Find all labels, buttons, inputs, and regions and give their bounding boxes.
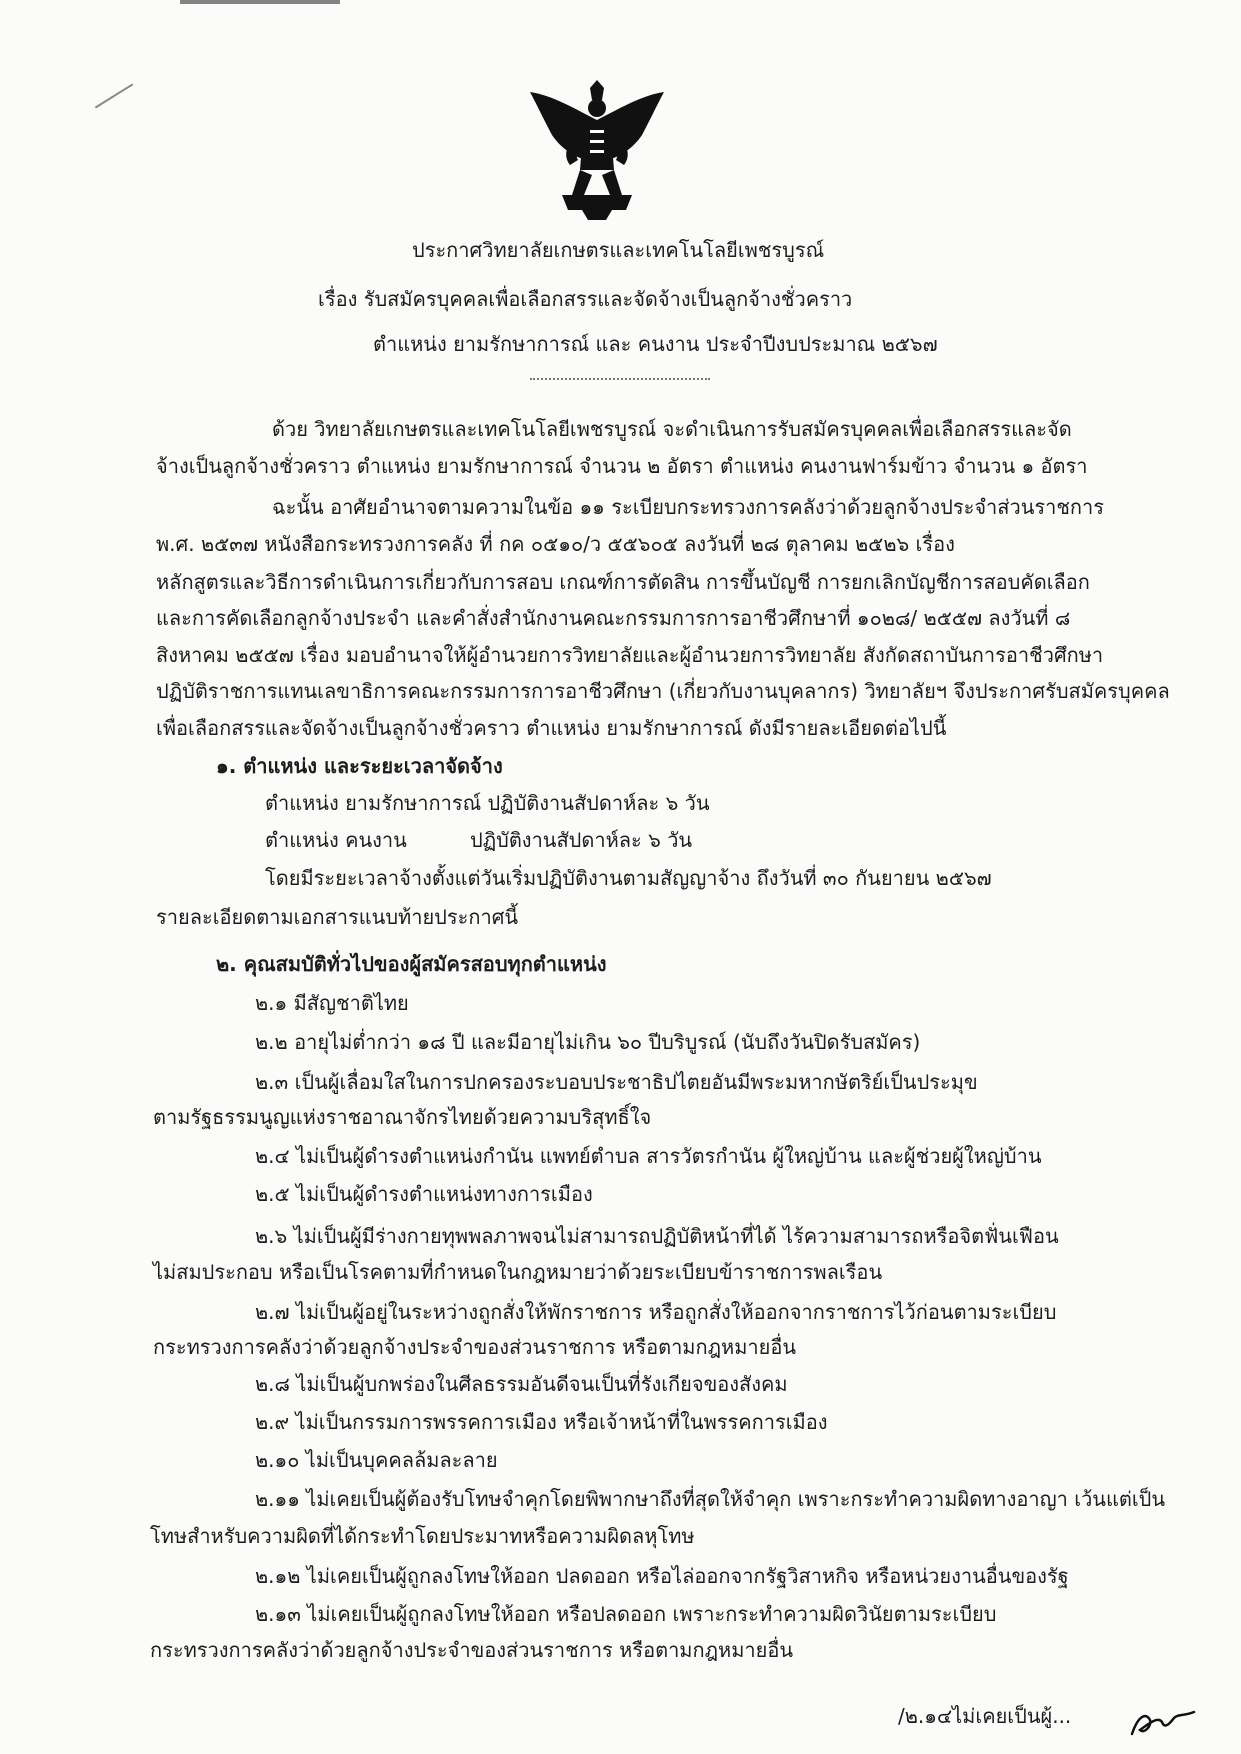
continuation-note: /๒.๑๔ไม่เคยเป็นผู้... — [898, 1704, 1072, 1728]
qualification-item: ๒.๗ ไม่เป็นผู้อยู่ในระหว่างถูกสั่งให้พักราชการ หรือถูกสั่งให้ออกจากราชการไว้ก่อนตามระเบียบ — [255, 1300, 1057, 1324]
qualification-item: ๒.๓ เป็นผู้เลื่อมใสในการปกครองระบอบประชาธิปไตยอันมีพระมหากษัตริย์เป็นประมุข — [255, 1070, 978, 1094]
intro-line: สิงหาคม ๒๕๕๗ เรื่อง มอบอำนาจให้ผู้อำนวยการวิทยาลัยและผู้อำนวยการวิทยาลัย สังกัดสถาบันการอาชีวศึกษา — [156, 643, 1104, 667]
section-1-heading: ๑. ตำแหน่ง และระยะเวลาจัดจ้าง — [216, 754, 503, 778]
qualification-item: ๒.๘ ไม่เป็นผู้บกพร่องในศีลธรรมอันดีจนเป็นที่รังเกียจของสังคม — [255, 1372, 788, 1396]
qualification-item: ๒.๑๐ ไม่เป็นบุคคลล้มละลาย — [255, 1448, 498, 1472]
announcement-subject: เรื่อง รับสมัครบุคคลเพื่อเลือกสรรและจัดจ้างเป็นลูกจ้างชั่วคราว — [318, 287, 853, 311]
attachment-note: รายละเอียดตามเอกสารแนบท้ายประกาศนี้ — [156, 905, 519, 929]
qualification-item: ๒.๙ ไม่เป็นกรรมการพรรคการเมือง หรือเจ้าหน้าที่ในพรรคการเมือง — [255, 1410, 828, 1434]
intro-line: เพื่อเลือกสรรและจัดจ้างเป็นลูกจ้างชั่วคราว ตำแหน่ง ยามรักษาการณ์ ดังมีรายละเอียดต่อไปนี้ — [156, 716, 947, 740]
announcement-subject-cont: ตำแหน่ง ยามรักษาการณ์ และ คนงาน ประจำปีงบประมาณ ๒๕๖๗ — [373, 332, 938, 356]
qualification-item: ๒.๔ ไม่เป็นผู้ดำรงตำแหน่งกำนัน แพทย์ตำบล สารวัตรกำนัน ผู้ใหญ่บ้าน และผู้ช่วยผู้ใหญ่บ้าน — [255, 1144, 1042, 1168]
qualification-item-cont: กระทรวงการคลังว่าด้วยลูกจ้างประจำของส่วนราชการ หรือตามกฎหมายอื่น — [150, 1638, 794, 1662]
signature-icon — [1128, 1706, 1198, 1740]
qualification-item: ๒.๒ อายุไม่ต่ำกว่า ๑๘ ปี และมีอายุไม่เกิน ๖๐ ปีบริบูรณ์ (นับถึงวันปิดรับสมัคร) — [255, 1030, 921, 1054]
intro-line: ด้วย วิทยาลัยเกษตรและเทคโนโลยีเพชรบูรณ์ จะดำเนินการรับสมัครบุคคลเพื่อเลือกสรรและจัด — [272, 417, 1072, 441]
qualification-item-cont: ไม่สมประกอบ หรือเป็นโรคตามที่กำหนดในกฎหมายว่าด้วยระเบียบข้าราชการพลเรือน — [153, 1260, 883, 1284]
qualification-item: ๒.๖ ไม่เป็นผู้มีร่างกายทุพพลภาพจนไม่สามารถปฏิบัติหน้าที่ได้ ไร้ความสามารถหรือจิตฟั่นเฟือน — [255, 1224, 1059, 1248]
intro-line: จ้างเป็นลูกจ้างชั่วคราว ตำแหน่ง ยามรักษาการณ์ จำนวน ๒ อัตรา ตำแหน่ง คนงานฟาร์มข้าว จำนวน ๑ อัตรา — [156, 454, 1088, 478]
scan-edge-mark — [180, 0, 340, 4]
qualification-item: ๒.๑๑ ไม่เคยเป็นผู้ต้องรับโทษจำคุกโดยพิพากษาถึงที่สุดให้จำคุก เพราะกระทำความผิดทางอาญา เว้นแต่เป็น — [255, 1487, 1166, 1511]
intro-line: และการคัดเลือกลูกจ้างประจำ และคำสั่งสำนักงานคณะกรรมการการอาชีวศึกษาที่ ๑๐๒๘/ ๒๕๕๗ ลงวันที่ ๘ — [156, 606, 1071, 630]
pencil-mark — [95, 83, 133, 108]
header-divider — [530, 378, 710, 380]
intro-line: ฉะนั้น อาศัยอำนาจตามความในข้อ ๑๑ ระเบียบกระทรวงการคลังว่าด้วยลูกจ้างประจำส่วนราชการ — [272, 495, 1105, 519]
position-security-guard: ตำแหน่ง ยามรักษาการณ์ ปฏิบัติงานสัปดาห์ละ ๖ วัน — [265, 791, 710, 815]
qualification-item: ๒.๑๒ ไม่เคยเป็นผู้ถูกลงโทษให้ออก ปลดออก หรือไล่ออกจากรัฐวิสาหกิจ หรือหน่วยงานอื่นของรัฐ — [255, 1564, 1069, 1588]
section-2-heading: ๒. คุณสมบัติทั่วไปของผู้สมัครสอบทุกตำแหน่ง — [216, 952, 607, 976]
announcement-title: ประกาศวิทยาลัยเกษตรและเทคโนโลยีเพชรบูรณ์ — [412, 238, 825, 262]
qualification-item-cont: ตามรัฐธรรมนูญแห่งราชอาณาจักรไทยด้วยความบริสุทธิ์ใจ — [153, 1105, 652, 1129]
garuda-emblem-icon — [522, 80, 672, 220]
intro-line: พ.ศ. ๒๕๓๗ หนังสือกระทรวงการคลัง ที่ กค ๐๕๑๐/ว ๕๕๖๐๕ ลงวันที่ ๒๘ ตุลาคม ๒๕๒๖ เรื่อง — [156, 532, 955, 556]
qualification-item: ๒.๑๓ ไม่เคยเป็นผู้ถูกลงโทษให้ออก หรือปลดออก เพราะกระทำความผิดวินัยตามระเบียบ — [255, 1602, 997, 1626]
position-worker-label: ตำแหน่ง คนงาน — [265, 828, 407, 852]
position-worker-detail: ปฏิบัติงานสัปดาห์ละ ๖ วัน — [470, 828, 693, 852]
qualification-item-cont: โทษสำหรับความผิดที่ได้กระทำโดยประมาทหรือความผิดลหุโทษ — [150, 1524, 695, 1548]
intro-line: หลักสูตรและวิธีการดำเนินการเกี่ยวกับการสอบ เกณฑ์การตัดสิน การขึ้นบัญชี การยกเลิกบัญชีการสอบคัดเลือก — [156, 570, 1090, 594]
qualification-item-cont: กระทรวงการคลังว่าด้วยลูกจ้างประจำของส่วนราชการ หรือตามกฎหมายอื่น — [153, 1335, 797, 1359]
qualification-item: ๒.๑ มีสัญชาติไทย — [255, 991, 409, 1015]
employment-period: โดยมีระยะเวลาจ้างตั้งแต่วันเริ่มปฏิบัติงานตามสัญญาจ้าง ถึงวันที่ ๓๐ กันยายน ๒๕๖๗ — [265, 866, 992, 890]
intro-line: ปฏิบัติราชการแทนเลขาธิการคณะกรรมการการอาชีวศึกษา (เกี่ยวกับงานบุคลากร) วิทยาลัยฯ จึงประกาศรับสมัครบุคคล — [156, 679, 1170, 703]
qualification-item: ๒.๕ ไม่เป็นผู้ดำรงตำแหน่งทางการเมือง — [255, 1182, 593, 1206]
